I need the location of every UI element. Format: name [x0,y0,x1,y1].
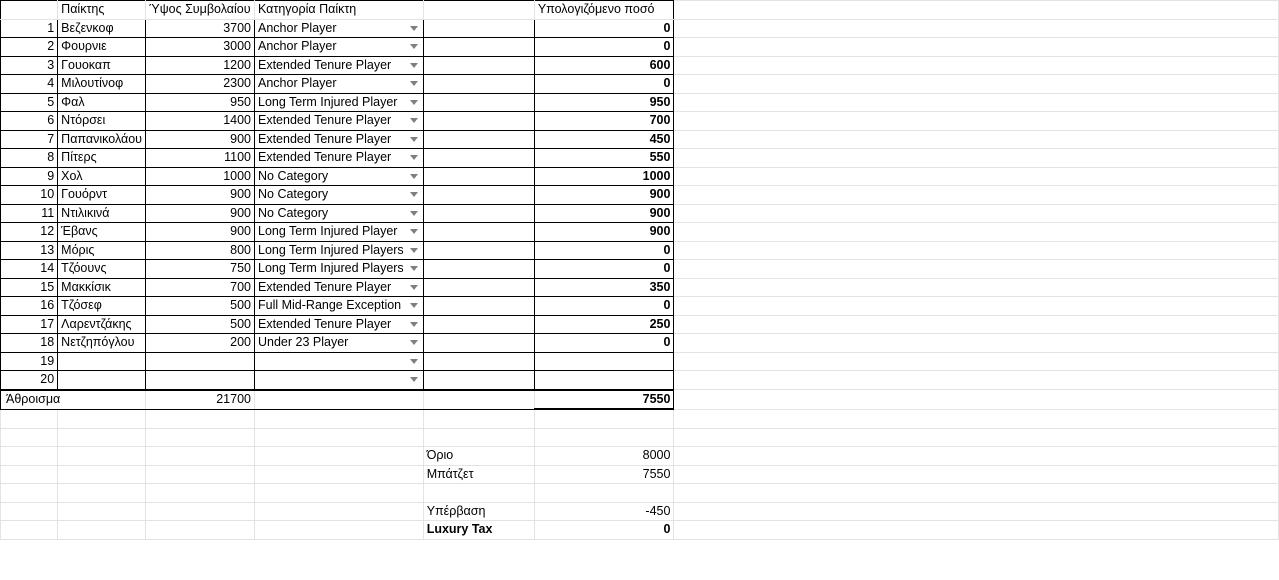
empty-cell[interactable] [1,502,58,521]
category-value: No Category [258,187,329,202]
contract-cell[interactable]: 500 [146,315,255,334]
empty-cell[interactable] [674,1,1279,20]
category-dropdown[interactable] [255,75,424,94]
row-number[interactable]: 5 [1,93,58,112]
totals-label[interactable]: Άθροισμα [1,390,146,410]
dropdown-arrow-icon[interactable] [410,285,418,290]
contract-cell[interactable]: 3000 [146,38,255,57]
table-row [1,112,1279,131]
empty-cell[interactable] [674,204,1279,223]
player-name-cell[interactable]: Ντόρσει [58,112,146,131]
computed-cell[interactable]: 700 [534,112,674,131]
empty-cell[interactable] [674,371,1279,390]
empty-cell[interactable] [255,409,424,428]
category-dropdown[interactable] [255,278,424,297]
player-name-cell[interactable]: Γουόρντ [58,186,146,205]
empty-cell[interactable] [674,278,1279,297]
empty-cell[interactable] [1,428,58,447]
totals-row [1,390,1279,410]
empty-cell[interactable] [423,112,534,131]
player-name-cell[interactable]: Ντιλικινά [58,204,146,223]
empty-cell[interactable] [58,409,146,428]
header-computed[interactable]: Υπολογιζόμενο ποσό [534,1,674,20]
category-value: Long Term Injured Player [258,94,398,109]
player-name-cell[interactable]: Μόρις [58,241,146,260]
empty-cell[interactable] [423,334,534,353]
empty-cell[interactable] [1,447,58,466]
empty-cell[interactable] [423,93,534,112]
empty-cell[interactable] [423,484,534,503]
table-row [1,149,1279,168]
contract-cell[interactable]: 900 [146,204,255,223]
table-row [1,260,1279,279]
contract-cell[interactable]: 3700 [146,19,255,38]
category-value: Extended Tenure Player [258,279,392,294]
category-value: No Category [258,168,329,183]
row-number[interactable]: 8 [1,149,58,168]
category-dropdown[interactable] [255,297,424,316]
summary-value[interactable]: 8000 [534,447,674,466]
player-name-cell[interactable]: Έβανς [58,223,146,242]
row-number[interactable]: 20 [1,371,58,390]
empty-cell[interactable] [423,371,534,390]
dropdown-arrow-icon[interactable] [410,100,418,105]
player-name-cell[interactable]: Χολ [58,167,146,186]
table-row [1,278,1279,297]
player-name-cell[interactable]: Πίτερς [58,149,146,168]
table-row [1,352,1279,371]
table-row [1,241,1279,260]
row-number[interactable]: 17 [1,315,58,334]
empty-cell[interactable] [255,465,424,484]
computed-cell[interactable]: 900 [534,204,674,223]
category-dropdown[interactable] [255,93,424,112]
contract-cell[interactable]: 500 [146,297,255,316]
empty-cell[interactable] [255,390,424,410]
table-row [1,223,1279,242]
empty-cell[interactable] [674,241,1279,260]
empty-cell[interactable] [146,521,255,540]
row-number[interactable]: 7 [1,130,58,149]
category-dropdown[interactable] [255,130,424,149]
contract-cell[interactable]: 2300 [146,75,255,94]
empty-cell[interactable] [423,204,534,223]
empty-cell[interactable] [58,521,146,540]
empty-row [1,428,1279,447]
category-dropdown[interactable] [255,56,424,75]
empty-cell[interactable] [423,130,534,149]
dropdown-arrow-icon[interactable] [410,229,418,234]
contract-cell[interactable]: 750 [146,260,255,279]
computed-cell[interactable]: 550 [534,149,674,168]
contract-cell[interactable]: 900 [146,223,255,242]
row-number[interactable]: 12 [1,223,58,242]
contract-cell[interactable]: 700 [146,278,255,297]
totals-contract[interactable]: 21700 [146,390,255,410]
player-name-cell[interactable]: Λαρεντζάκης [58,315,146,334]
contract-cell[interactable]: 900 [146,186,255,205]
row-number[interactable]: 2 [1,38,58,57]
summary-value[interactable]: 0 [534,521,674,540]
empty-cell[interactable] [674,75,1279,94]
row-number[interactable]: 15 [1,278,58,297]
empty-cell[interactable] [58,428,146,447]
computed-cell[interactable]: 350 [534,278,674,297]
row-number[interactable]: 10 [1,186,58,205]
table-row [1,167,1279,186]
empty-cell[interactable] [423,390,534,410]
table-row [1,297,1279,316]
dropdown-arrow-icon[interactable] [410,377,418,382]
empty-cell[interactable] [674,352,1279,371]
empty-cell[interactable] [58,447,146,466]
dropdown-arrow-icon[interactable] [410,174,418,179]
empty-cell[interactable] [423,409,534,428]
empty-cell[interactable] [1,465,58,484]
summary-row [1,465,1279,484]
empty-cell[interactable] [674,447,1279,466]
empty-cell[interactable] [423,75,534,94]
empty-cell[interactable] [674,315,1279,334]
category-value: Extended Tenure Player [258,131,392,146]
header-category[interactable]: Κατηγορία Παίκτη [255,1,424,20]
empty-cell[interactable] [674,390,1279,410]
empty-cell[interactable] [674,149,1279,168]
category-value: No Category [258,205,329,220]
empty-cell[interactable] [674,19,1279,38]
contract-cell[interactable] [146,371,255,390]
player-name-cell[interactable]: Βεζενκοφ [58,19,146,38]
empty-cell[interactable] [146,409,255,428]
player-name-cell[interactable]: Μιλουτίνοφ [58,75,146,94]
dropdown-arrow-icon[interactable] [410,81,418,86]
summary-row [1,521,1279,540]
computed-cell[interactable]: 950 [534,93,674,112]
empty-cell[interactable] [146,484,255,503]
category-dropdown[interactable] [255,223,424,242]
empty-cell[interactable] [423,186,534,205]
category-dropdown[interactable] [255,352,424,371]
empty-cell[interactable] [534,409,674,428]
computed-cell[interactable]: 250 [534,315,674,334]
summary-label[interactable]: Μπάτζετ [423,465,534,484]
contract-cell[interactable]: 1200 [146,56,255,75]
empty-cell[interactable] [674,409,1279,428]
empty-cell[interactable] [423,149,534,168]
row-number[interactable]: 3 [1,56,58,75]
empty-cell[interactable] [1,484,58,503]
category-dropdown[interactable] [255,38,424,57]
table-row [1,315,1279,334]
empty-cell[interactable] [146,447,255,466]
player-name-cell[interactable] [58,371,146,390]
empty-cell[interactable] [146,465,255,484]
category-dropdown[interactable] [255,241,424,260]
table-row [1,75,1279,94]
category-value: Extended Tenure Player [258,113,392,128]
header-player[interactable]: Παίκτης [58,1,146,20]
contract-cell[interactable]: 1100 [146,149,255,168]
empty-cell[interactable] [674,465,1279,484]
summary-value[interactable]: 7550 [534,465,674,484]
empty-cell[interactable] [534,428,674,447]
category-value: Full Mid-Range Exception [258,298,402,313]
computed-cell[interactable]: 0 [534,297,674,316]
category-value: Extended Tenure Player [258,150,392,165]
empty-cell[interactable] [674,502,1279,521]
computed-cell[interactable]: 900 [534,186,674,205]
player-name-cell[interactable]: Φαλ [58,93,146,112]
player-name-cell[interactable]: Μακκίσικ [58,278,146,297]
table-row [1,371,1279,390]
row-number[interactable]: 14 [1,260,58,279]
corner-cell[interactable] [1,1,58,20]
computed-cell[interactable] [534,371,674,390]
category-dropdown[interactable] [255,112,424,131]
dropdown-arrow-icon[interactable] [410,340,418,345]
computed-cell[interactable]: 450 [534,130,674,149]
category-dropdown[interactable] [255,167,424,186]
empty-cell[interactable] [423,278,534,297]
row-number[interactable]: 13 [1,241,58,260]
contract-cell[interactable]: 1000 [146,167,255,186]
player-name-cell[interactable] [58,352,146,371]
empty-cell[interactable] [146,502,255,521]
empty-cell[interactable] [674,112,1279,131]
empty-cell[interactable] [1,521,58,540]
computed-cell[interactable] [534,352,674,371]
empty-cell[interactable] [423,297,534,316]
dropdown-arrow-icon[interactable] [410,266,418,271]
summary-label[interactable]: Υπέρβαση [423,502,534,521]
category-dropdown[interactable] [255,371,424,390]
empty-cell[interactable] [58,484,146,503]
empty-cell[interactable] [674,93,1279,112]
category-value: Under 23 Player [258,335,349,350]
table-row [1,130,1279,149]
contract-cell[interactable] [146,352,255,371]
empty-cell[interactable] [423,223,534,242]
computed-cell[interactable]: 0 [534,38,674,57]
empty-cell[interactable] [534,484,674,503]
computed-cell[interactable]: 0 [534,241,674,260]
summary-label[interactable]: Luxury Tax [423,521,534,540]
player-name-cell[interactable]: Τζόσεφ [58,297,146,316]
player-name-cell[interactable]: Φουρνιε [58,38,146,57]
category-value: Anchor Player [258,39,337,54]
empty-cell[interactable] [58,502,146,521]
row-number[interactable]: 9 [1,167,58,186]
empty-row [1,409,1279,428]
table-row [1,186,1279,205]
empty-cell[interactable] [423,241,534,260]
empty-cell[interactable] [674,223,1279,242]
dropdown-arrow-icon[interactable] [410,322,418,327]
player-name-cell[interactable]: Παπανικολάου [58,130,146,149]
empty-cell[interactable] [423,167,534,186]
empty-cell[interactable] [674,521,1279,540]
computed-cell[interactable]: 900 [534,223,674,242]
dropdown-arrow-icon[interactable] [410,26,418,31]
category-value: Extended Tenure Player [258,316,392,331]
empty-cell[interactable] [255,428,424,447]
dropdown-arrow-icon[interactable] [410,44,418,49]
dropdown-arrow-icon[interactable] [410,211,418,216]
computed-cell[interactable]: 0 [534,75,674,94]
category-dropdown[interactable] [255,260,424,279]
category-value: Long Term Injured Player [258,224,398,239]
empty-cell[interactable] [423,56,534,75]
player-name-cell[interactable]: Νετζηπόγλου [58,334,146,353]
row-number[interactable]: 1 [1,19,58,38]
dropdown-arrow-icon[interactable] [410,192,418,197]
table-row [1,93,1279,112]
header-empty[interactable] [423,1,534,20]
summary-row [1,502,1279,521]
empty-cell[interactable] [146,428,255,447]
player-name-cell[interactable]: Γουοκαπ [58,56,146,75]
totals-computed[interactable]: 7550 [534,390,674,410]
empty-cell[interactable] [423,38,534,57]
empty-cell[interactable] [674,260,1279,279]
empty-cell[interactable] [674,38,1279,57]
dropdown-arrow-icon[interactable] [410,63,418,68]
row-number[interactable]: 11 [1,204,58,223]
empty-cell[interactable] [674,297,1279,316]
category-dropdown[interactable] [255,334,424,353]
category-value: Long Term Injured Players [258,261,404,276]
player-name-cell[interactable]: Τζόουνς [58,260,146,279]
empty-cell[interactable] [423,19,534,38]
empty-cell[interactable] [1,409,58,428]
dropdown-arrow-icon[interactable] [410,248,418,253]
computed-cell[interactable]: 0 [534,260,674,279]
computed-cell[interactable]: 600 [534,56,674,75]
empty-cell[interactable] [423,315,534,334]
contract-cell[interactable]: 200 [146,334,255,353]
empty-cell[interactable] [674,428,1279,447]
empty-cell[interactable] [423,260,534,279]
empty-cell[interactable] [255,447,424,466]
computed-cell[interactable]: 1000 [534,167,674,186]
computed-cell[interactable]: 0 [534,19,674,38]
row-number[interactable]: 4 [1,75,58,94]
category-value: Long Term Injured Players [258,242,404,257]
dropdown-arrow-icon[interactable] [410,118,418,123]
empty-cell[interactable] [255,502,424,521]
dropdown-arrow-icon[interactable] [410,303,418,308]
table-row [1,56,1279,75]
category-value: Anchor Player [258,20,337,35]
empty-cell[interactable] [674,130,1279,149]
category-dropdown[interactable] [255,315,424,334]
category-dropdown[interactable] [255,149,424,168]
category-value: Extended Tenure Player [258,57,392,72]
summary-label[interactable]: Όριο [423,447,534,466]
contract-cell[interactable]: 900 [146,130,255,149]
empty-cell[interactable] [255,484,424,503]
category-dropdown[interactable] [255,186,424,205]
empty-cell[interactable] [423,428,534,447]
empty-cell[interactable] [255,521,424,540]
empty-cell[interactable] [674,186,1279,205]
table-row [1,334,1279,353]
category-dropdown[interactable] [255,204,424,223]
dropdown-arrow-icon[interactable] [410,155,418,160]
contract-cell[interactable]: 950 [146,93,255,112]
header-row [1,1,1279,20]
computed-cell[interactable]: 0 [534,334,674,353]
summary-row [1,447,1279,466]
empty-cell[interactable] [423,352,534,371]
table-row [1,38,1279,57]
empty-cell[interactable] [674,167,1279,186]
dropdown-arrow-icon[interactable] [410,137,418,142]
empty-row [1,484,1279,503]
empty-cell[interactable] [674,56,1279,75]
empty-cell[interactable] [58,465,146,484]
table-row [1,19,1279,38]
category-dropdown[interactable] [255,19,424,38]
row-number[interactable]: 18 [1,334,58,353]
dropdown-arrow-icon[interactable] [410,359,418,364]
category-value: Anchor Player [258,76,337,91]
table-row [1,204,1279,223]
row-number[interactable]: 19 [1,352,58,371]
empty-cell[interactable] [674,484,1279,503]
row-number[interactable]: 6 [1,112,58,131]
header-contract[interactable]: Ύψος Συμβολαίου [146,1,255,20]
contract-cell[interactable]: 800 [146,241,255,260]
contract-cell[interactable]: 1400 [146,112,255,131]
summary-value[interactable]: -450 [534,502,674,521]
row-number[interactable]: 16 [1,297,58,316]
empty-cell[interactable] [674,334,1279,353]
